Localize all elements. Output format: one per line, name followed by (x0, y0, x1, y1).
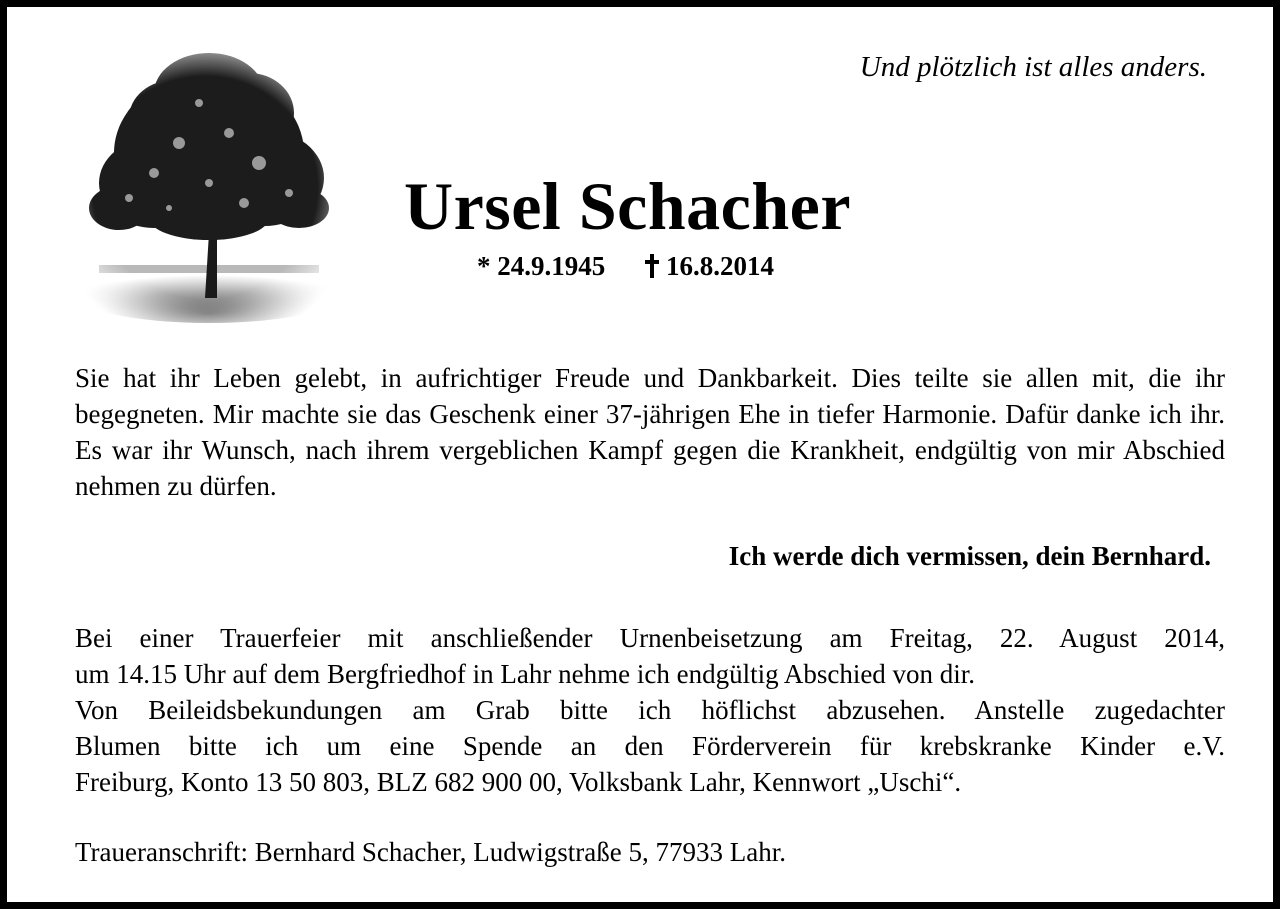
mourning-address: Traueranschrift: Bernhard Schacher, Ludwigstraße 5, 77933 Lahr. (75, 837, 786, 867)
ceremony-paragraph (75, 620, 1225, 800)
deceased-name: Ursel Schacher (404, 168, 852, 244)
ceremony-line-4: Blumen bitte ich um eine Spende an den Förderverein für krebskranke Kinder e.V. (75, 731, 1225, 761)
death-date-group (644, 251, 774, 281)
cross-icon (644, 254, 660, 278)
tribute-paragraph: Sie hat ihr Leben gelebt, in aufrichtiger Freude und Dankbarkeit. Dies teilte sie allen mit, die ihr begegneten. Mir machte sie das Geschenk einer 37-jährigen Ehe in tiefer Harmonie. Dafür danke ich ihr. Es war ihr Wunsch, nach ihrem vergeblichen Kampf gegen die Krankheit, endgültig von mir Abschied nehmen zu dürfen. (75, 363, 1225, 501)
motto-text: Und plötzlich ist alles anders. (859, 51, 1207, 83)
ceremony-line-1: Bei einer Trauerfeier mit anschließender Urnenbeisetzung am Freitag, 22. August 2014, (75, 623, 1225, 653)
ceremony-line-2: um 14.15 Uhr auf dem Bergfriedhof in Lahr nehme ich endgültig Abschied von dir. (75, 659, 976, 689)
ceremony-line-5: Freiburg, Konto 13 50 803, BLZ 682 900 00, Volksbank Lahr, Kennwort „Uschi“. (75, 767, 962, 797)
farewell-line: Ich werde dich vermissen, dein Bernhard. (728, 541, 1211, 571)
tree-image (59, 43, 351, 333)
life-dates (477, 251, 774, 282)
ceremony-line-3: Von Beileidsbekundungen am Grab bitte ich höflichst abzusehen. Anstelle zugedachter (75, 695, 1225, 725)
death-date: 16.8.2014 (666, 251, 774, 281)
birth-date: * 24.9.1945 (477, 251, 606, 281)
